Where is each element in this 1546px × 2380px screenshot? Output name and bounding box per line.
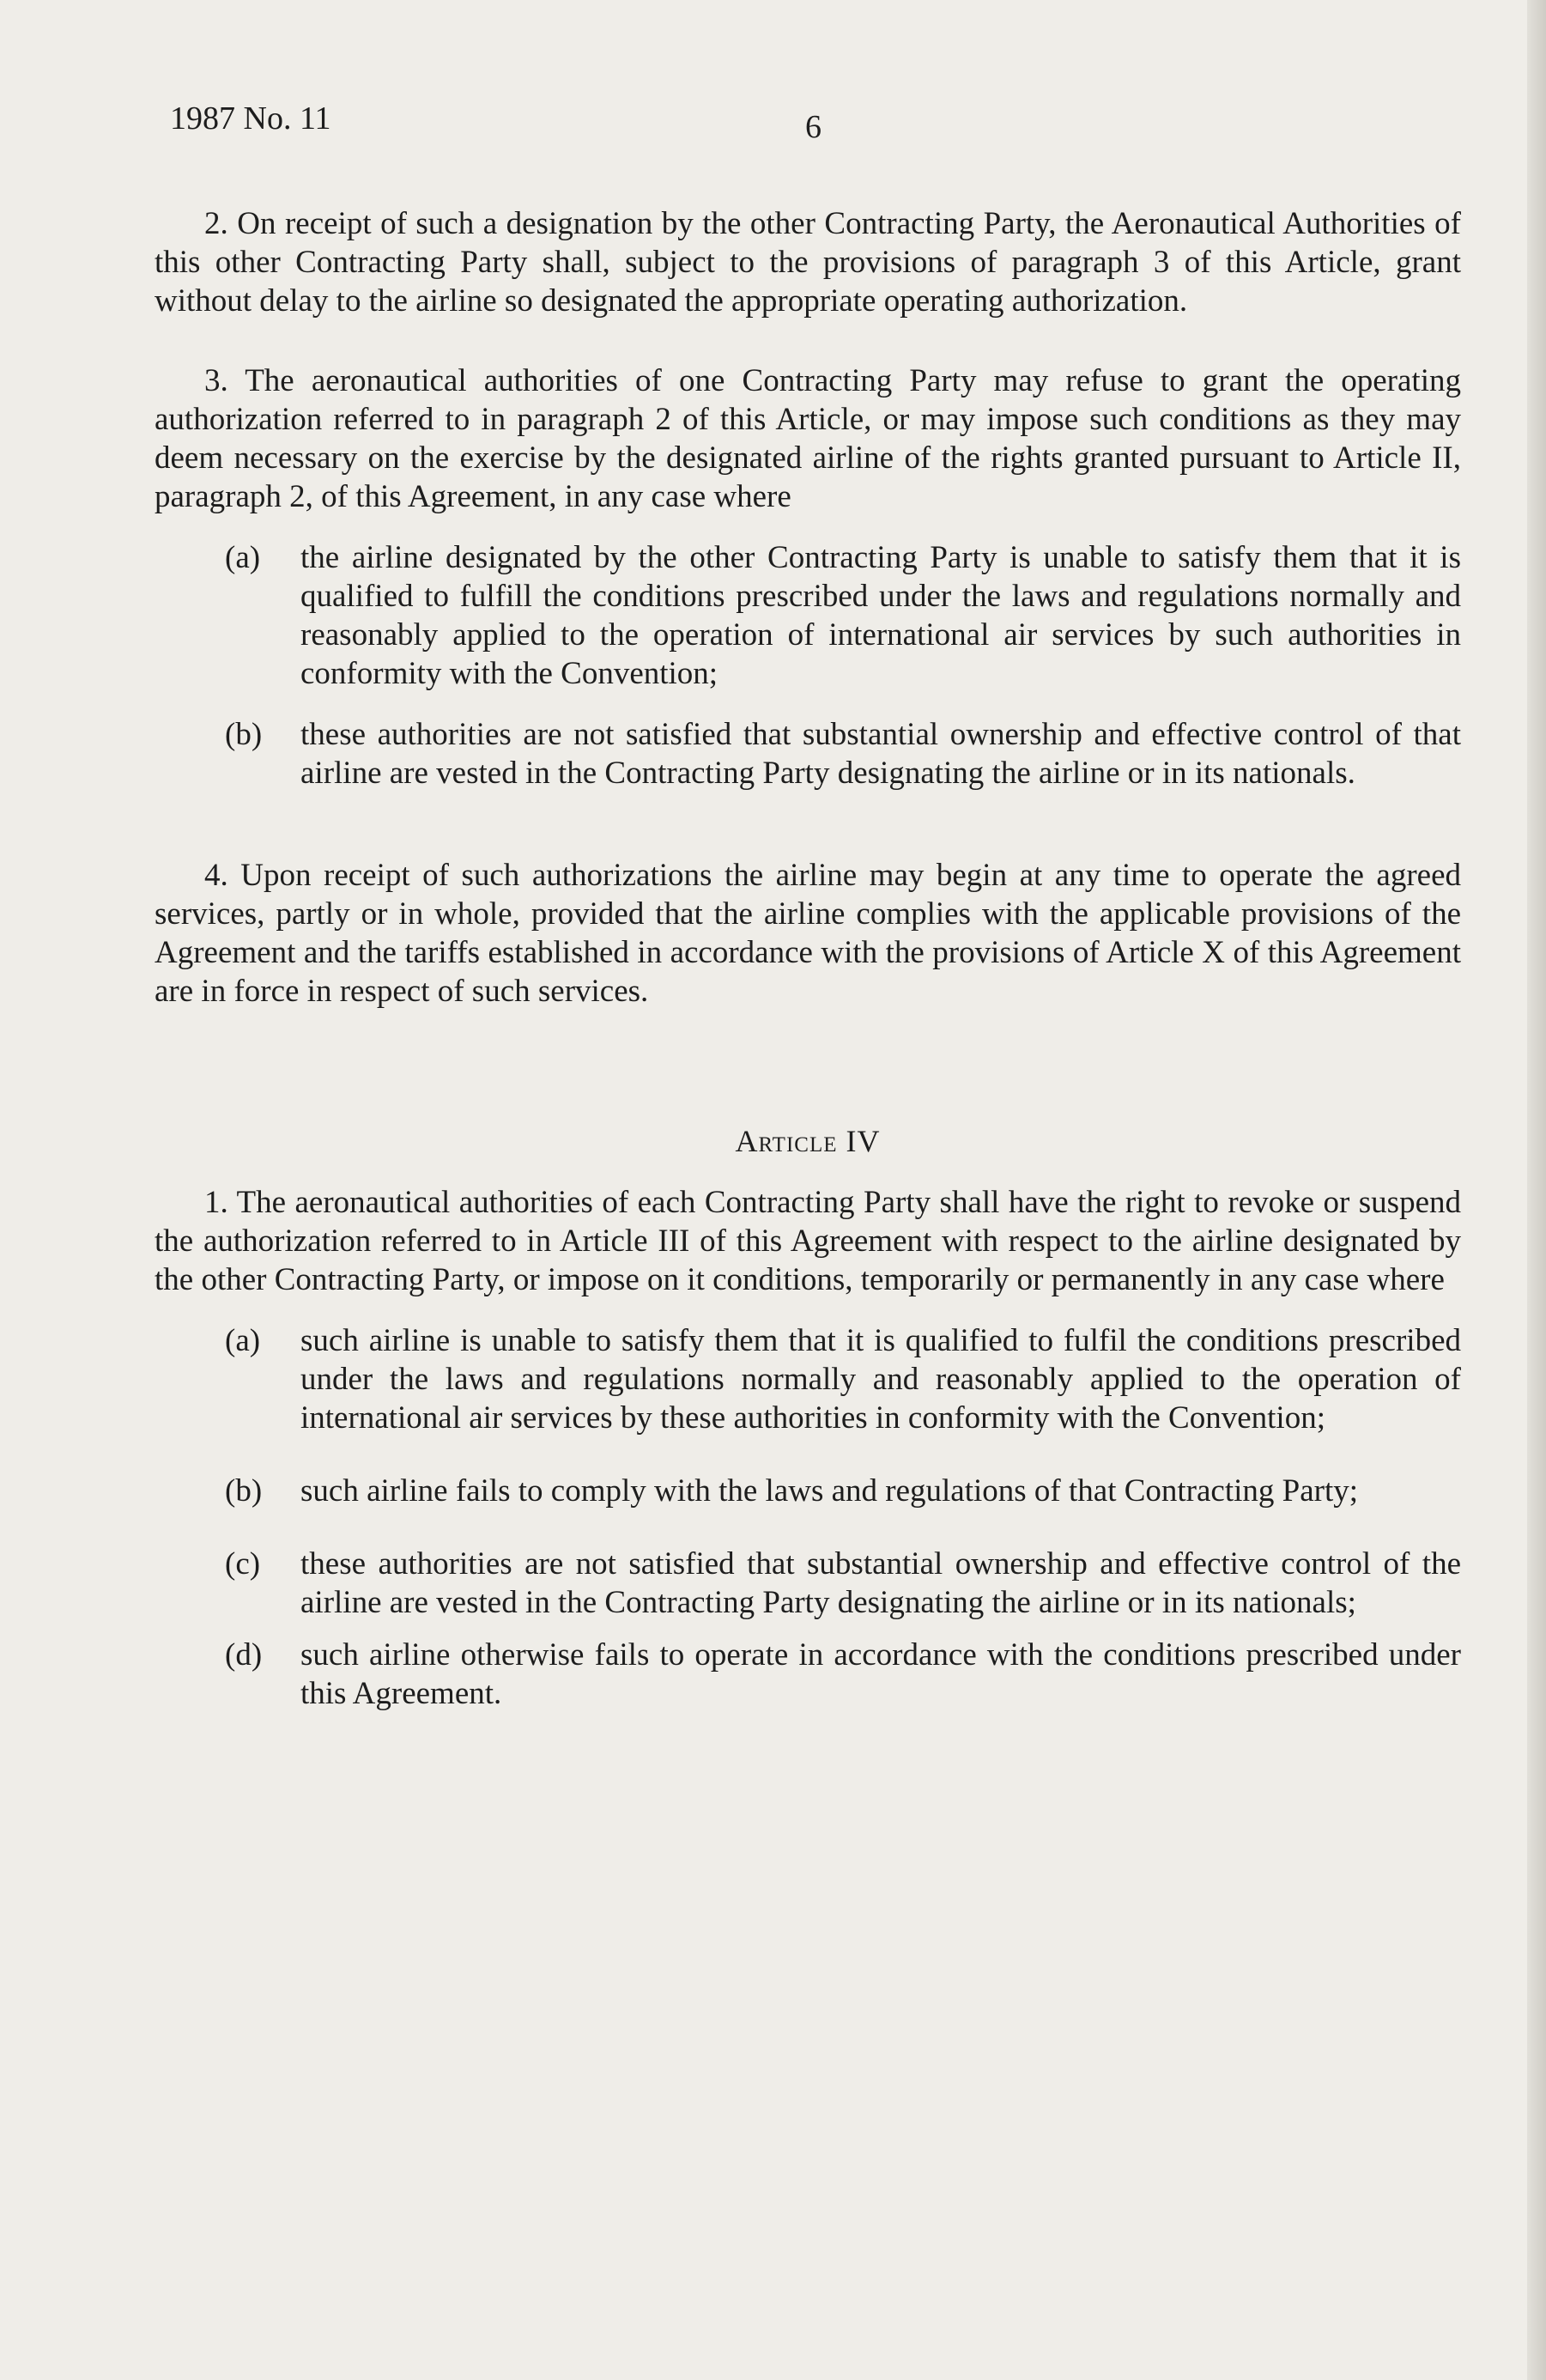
item-text: such airline otherwise fails to operate in accordance with the conditions prescribed under this Agreement. [300, 1637, 1461, 1711]
item-text: such airline fails to comply with the laws and regulations of that Contracting Party; [300, 1473, 1359, 1509]
item-text: the airline designated by the other Contracting Party is unable to satisfy them that it is qualified to fulfill the conditions prescribed under the laws and regulations normally and reasonably applied to the operation of international air services by such authorities in conformity with the Convention; [300, 540, 1461, 691]
item-text: such airline is unable to satisfy them that it is qualified to fulfil the conditions prescribed under the laws and regulations normally and reasonably applied to the operation of international air services by these authorities in conformity with the Convention; [300, 1323, 1461, 1436]
list-item [155, 1636, 1461, 1713]
list-item [155, 715, 1461, 792]
paragraph-2: 2. On receipt of such a designation by the other Contracting Party, the Aeronautical Authorities of this other Contracting Party shall, subject to the provisions of paragraph 3 of this Article, grant without delay to the airline so designated the appropriate operating authorization. [155, 206, 1461, 319]
item-label: (d) [225, 1637, 263, 1673]
item-text: these authorities are not satisfied that substantial ownership and effective control of that airline are vested in the Contracting Party designating the airline or in its nationals. [300, 717, 1461, 791]
page-edge-shadow [1527, 0, 1546, 2380]
article-heading: Article IV [735, 1124, 881, 1158]
item-label: (a) [225, 1323, 261, 1358]
item-label: (a) [225, 540, 261, 575]
document-body [155, 204, 1461, 1713]
paragraph-3: 3. The aeronautical authorities of one Contracting Party may refuse to grant the operating authorization referred to in paragraph 2 of this Article, or may impose such conditions as they may deem necessary on the exercise by the designated airline of the rights granted pursuant to Article II, paragraph 2, of this Agreement, in any case where [155, 363, 1461, 514]
item-label: (b) [225, 1473, 263, 1509]
list-item [155, 1472, 1461, 1510]
item-label: (c) [225, 1546, 261, 1582]
law-reference: 1987 No. 11 [170, 100, 331, 137]
list-item [155, 538, 1461, 693]
list-item [155, 1321, 1461, 1437]
article-iv-paragraph-1: 1. The aeronautical authorities of each Contracting Party shall have the right to revoke or suspend the authorization referred to in Article III of this Agreement with respect to the airline designated by the other Contracting Party, or impose on it conditions, temporarily or permanently in any case where [155, 1185, 1461, 1297]
item-label: (b) [225, 717, 263, 752]
item-text: these authorities are not satisfied that substantial ownership and effective control of the airline are vested in the Contracting Party designating the airline or in its nationals; [300, 1546, 1461, 1620]
list-item [155, 1545, 1461, 1622]
page-number: 6 [805, 109, 822, 145]
paragraph-4: 4. Upon receipt of such authorizations the airline may begin at any time to operate the agreed services, partly or in whole, provided that the airline complies with the applicable provisions of the Agreement and the tariffs established in accordance with the provisions of Article X of this Agreement are in force in respect of such services. [155, 858, 1461, 1009]
